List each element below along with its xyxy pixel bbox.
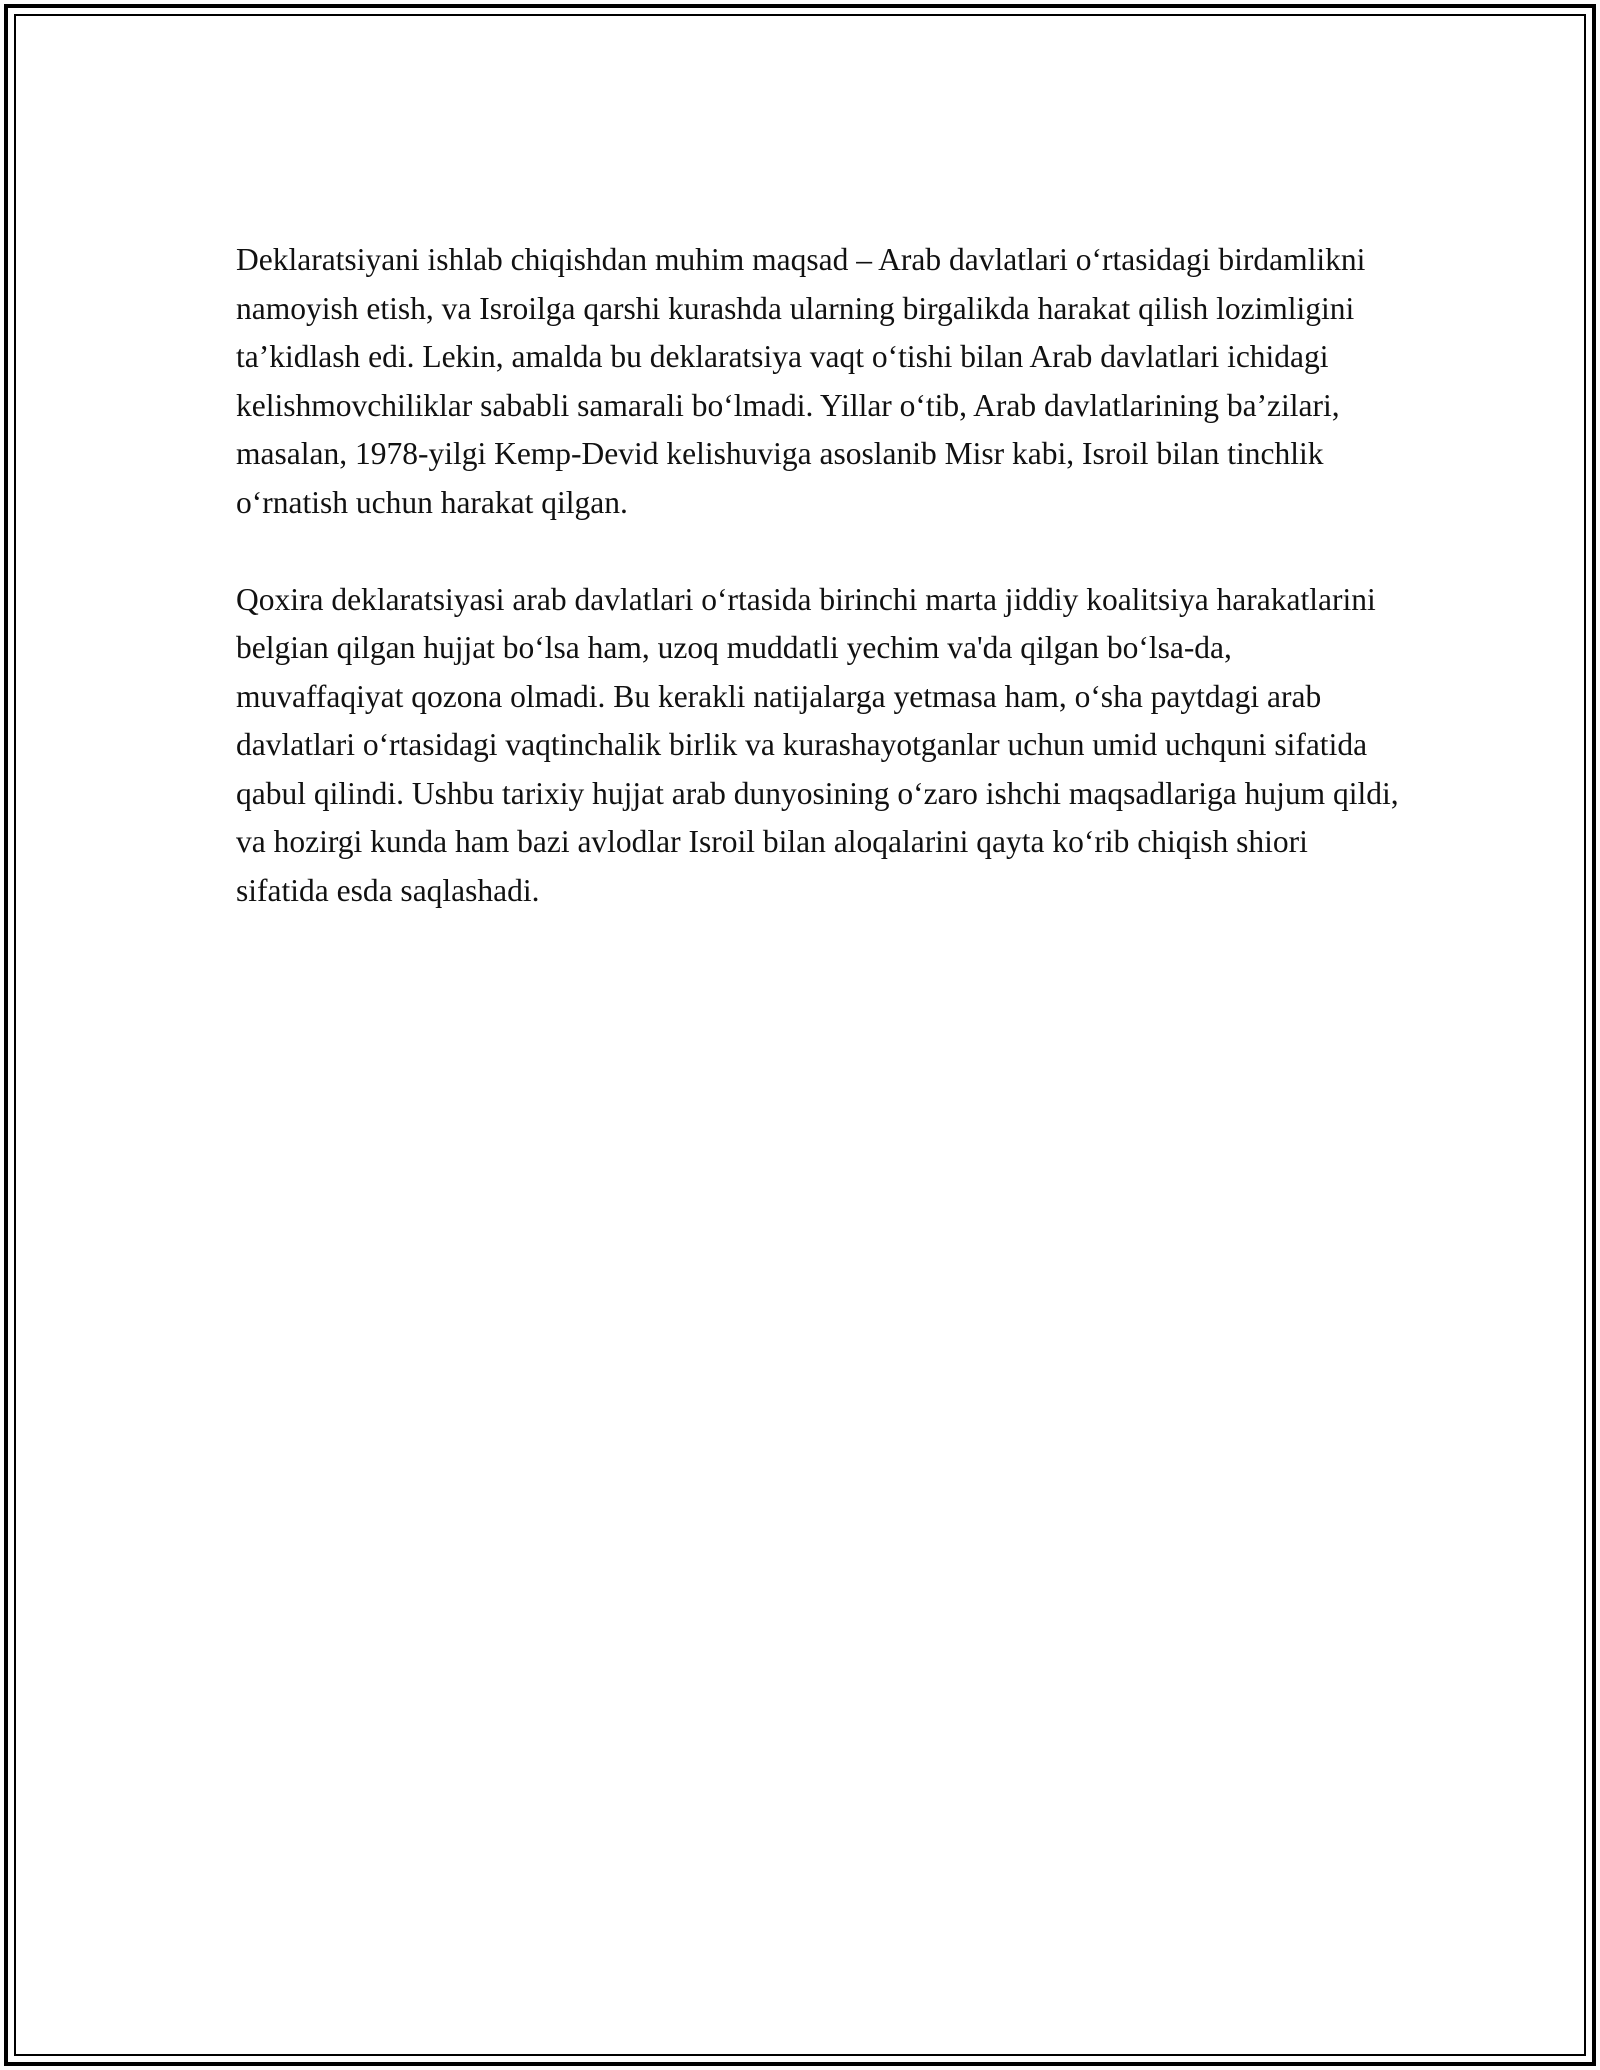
paragraph-2: Qoxira deklaratsiyasi arab davlatlari o‘rtasida birinchi marta jiddiy koalitsiya harakatlarini belgian qilgan hujjat bo‘lsa ham, uzoq muddatli yechim va'da qilgan bo‘lsa-da, muvaffaqiyat qozona olmadi. Bu kerakli natijalarga yetmasa ham, o‘sha paytdagi arab davlatlari o‘rtasidagi vaqtinchalik birlik va kurashayotganlar uchun umid uchquni sifatida qabul qilindi. Ushbu tarixiy hujjat arab dunyosining o‘zaro ishchi maqsadlariga hujum qildi, va hozirgi kunda ham bazi avlodlar Isroil bilan aloqalarini qayta ko‘rib chiqish shiori sifatida esda saqlashadi. xyxy=(236,581,1399,908)
document-body xyxy=(236,236,1406,915)
paragraph-1: Deklaratsiyani ishlab chiqishdan muhim maqsad – Arab davlatlari o‘rtasidagi birdamlikni namoyish etish, va Isroilga qarshi kurashda ularning birgalikda harakat qilish lozimligini ta’kidlash edi. Lekin, amalda bu deklaratsiya vaqt o‘tishi bilan Arab davlatlari ichidagi kelishmovchiliklar sababli samarali bo‘lmadi. Yillar o‘tib, Arab davlatlarining ba’zilari, masalan, 1978-yilgi Kemp-Devid kelishuviga asoslanib Misr kabi, Isroil bilan tinchlik o‘rnatish uchun harakat qilgan. xyxy=(236,242,1366,520)
